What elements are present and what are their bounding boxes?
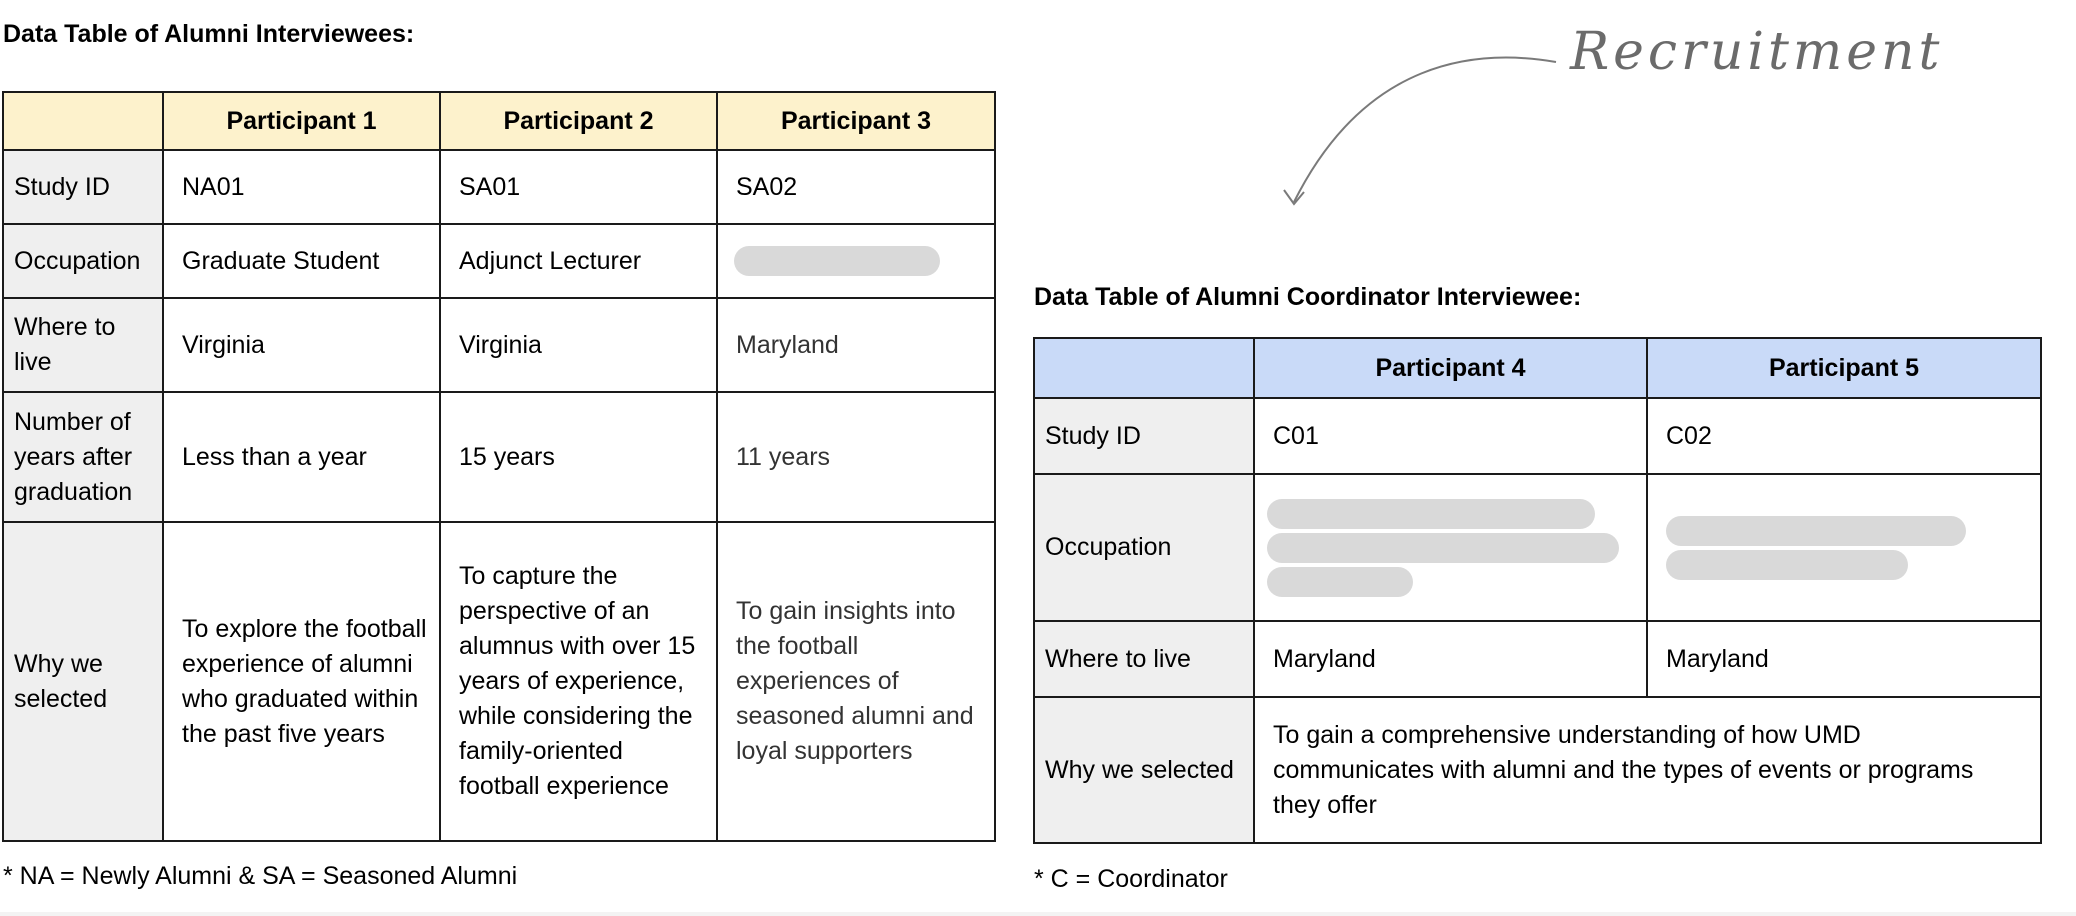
table-cell: Less than a year xyxy=(163,392,440,522)
row-label-years-after-graduation: Number of years after graduation xyxy=(3,392,163,522)
redacted-cell xyxy=(1254,474,1647,621)
table-row xyxy=(3,392,995,522)
redacted-cell xyxy=(1647,474,2041,621)
table-cell: To explore the football experience of alumni who graduated within the past five years xyxy=(163,522,440,841)
redaction-bar xyxy=(1267,533,1619,563)
row-label-where-to-live: Where to live xyxy=(1034,621,1254,697)
redaction-bar xyxy=(1267,499,1595,529)
table-cell: To gain a comprehensive understanding of how UMD communicates with alumni and the types of events or programs they offer xyxy=(1254,697,2041,843)
coordinator-table xyxy=(1033,337,2042,844)
alumni-table-title: Data Table of Alumni Interviewees: xyxy=(3,20,415,48)
table-cell: 11 years xyxy=(717,392,995,522)
redacted-cell xyxy=(717,224,995,298)
table-cell: SA02 xyxy=(717,150,995,224)
table-cell: C01 xyxy=(1254,398,1647,474)
table-row xyxy=(3,150,995,224)
recruitment-annotation: Recruitment xyxy=(1570,22,1944,82)
table-cell: SA01 xyxy=(440,150,717,224)
table-cell: To gain insights into the football experiences of seasoned alumni and loyal supporters xyxy=(717,522,995,841)
table-cell: Maryland xyxy=(1254,621,1647,697)
row-label-occupation: Occupation xyxy=(3,224,163,298)
table-cell: NA01 xyxy=(163,150,440,224)
coordinator-table-title: Data Table of Alumni Coordinator Interviewee: xyxy=(1034,283,1582,311)
header-row xyxy=(1034,338,2041,398)
table-cell: Maryland xyxy=(717,298,995,392)
row-label-why-we-selected: Why we selected xyxy=(3,522,163,841)
header-cell-empty xyxy=(1034,338,1254,398)
header-cell-empty xyxy=(3,92,163,150)
row-label-where-to-live: Where to live xyxy=(3,298,163,392)
row-label-occupation: Occupation xyxy=(1034,474,1254,621)
header-participant-1: Participant 1 xyxy=(163,92,440,150)
redaction-bar xyxy=(734,246,940,276)
redaction-bar xyxy=(1666,516,1966,546)
table-row xyxy=(1034,697,2041,843)
table-cell: To capture the perspective of an alumnus with over 15 years of experience, while considering the family-oriented football experience xyxy=(440,522,717,841)
table-row xyxy=(1034,621,2041,697)
redaction-bar xyxy=(1666,550,1908,580)
header-participant-3: Participant 3 xyxy=(717,92,995,150)
row-label-why-we-selected: Why we selected xyxy=(1034,697,1254,843)
table-row xyxy=(3,224,995,298)
table-cell: Maryland xyxy=(1647,621,2041,697)
redaction-bar xyxy=(1267,567,1413,597)
header-participant-5: Participant 5 xyxy=(1647,338,2041,398)
coordinator-footnote: * C = Coordinator xyxy=(1034,865,1228,893)
header-participant-4: Participant 4 xyxy=(1254,338,1647,398)
header-row xyxy=(3,92,995,150)
curved-arrow-icon xyxy=(1270,40,1570,220)
table-cell: Virginia xyxy=(440,298,717,392)
table-cell: Virginia xyxy=(163,298,440,392)
bottom-divider xyxy=(0,912,2076,916)
table-row xyxy=(1034,474,2041,621)
header-participant-2: Participant 2 xyxy=(440,92,717,150)
row-label-study-id: Study ID xyxy=(3,150,163,224)
table-row xyxy=(1034,398,2041,474)
table-cell: C02 xyxy=(1647,398,2041,474)
table-cell: Adjunct Lecturer xyxy=(440,224,717,298)
alumni-footnote: * NA = Newly Alumni & SA = Seasoned Alumni xyxy=(3,862,518,890)
table-cell: 15 years xyxy=(440,392,717,522)
table-row xyxy=(3,522,995,841)
table-row xyxy=(3,298,995,392)
row-label-study-id: Study ID xyxy=(1034,398,1254,474)
table-cell: Graduate Student xyxy=(163,224,440,298)
alumni-table xyxy=(2,91,996,842)
